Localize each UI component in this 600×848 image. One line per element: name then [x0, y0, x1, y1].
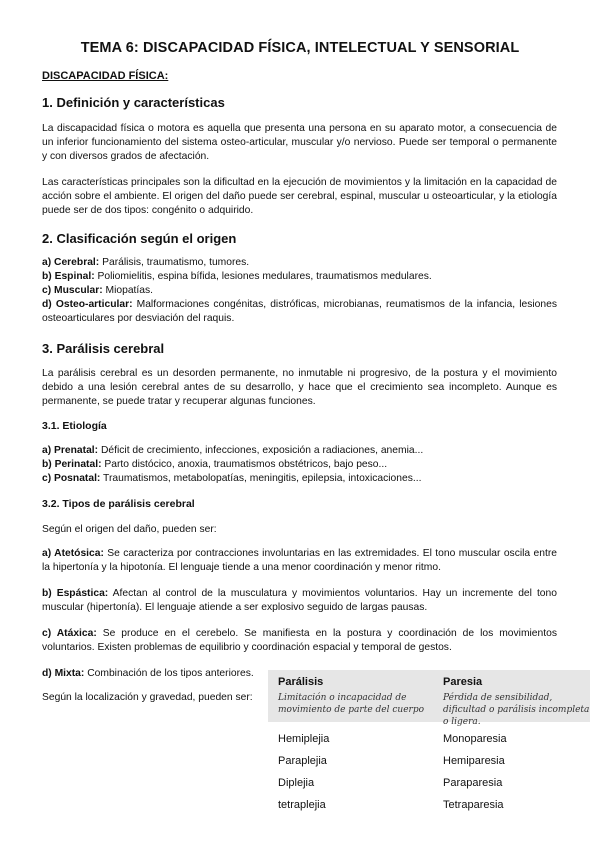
list-item	[42, 270, 557, 284]
table-cell: Hemiparesia	[443, 755, 505, 767]
heading-clasificacion: 2. Clasificación según el origen	[42, 231, 237, 246]
list-item	[42, 547, 557, 575]
item-label: b) Espástica:	[42, 588, 109, 599]
item-label: a) Cerebral:	[42, 257, 100, 268]
item-label: d) Osteo-articular:	[42, 299, 133, 310]
list-item	[42, 587, 557, 615]
paragraph-tipos-outro: Según la localización y gravedad, pueden ser:	[42, 692, 253, 703]
item-label: b) Espinal:	[42, 271, 95, 282]
table-desc-paralisis: Limitación o incapacidad de movimiento de parte del cuerpo	[278, 693, 424, 715]
item-text: Poliomielitis, espina bífida, lesiones medulares, traumatismos medulares.	[94, 271, 432, 282]
heading-definicion: 1. Definición y características	[42, 95, 225, 110]
paragraph-tipos-intro: Según el origen del daño, pueden ser:	[42, 524, 217, 535]
table-cell: tetraplejia	[278, 799, 326, 811]
item-text: Se produce en el cerebelo. Se manifiesta en la postura y coordinación de los movimientos voluntarios. Existen problemas de equilibrio y coordinación espacial y temporal de gestos.	[42, 628, 558, 654]
item-label: a) Prenatal:	[42, 445, 99, 456]
list-item	[42, 444, 557, 458]
item-label: c) Posnatal:	[42, 473, 101, 484]
table-cell: Paraparesia	[443, 777, 503, 789]
heading-tipos: 3.2. Tipos de parálisis cerebral	[42, 498, 195, 510]
item-label: c) Atáxica:	[42, 628, 97, 639]
list-item	[42, 667, 262, 681]
item-text: Malformaciones congénitas, distróficas, microbianas, reumatismos de la infancia, lesiones osteoarticulares por desviación del raquis.	[42, 299, 557, 325]
item-text: Parálisis, traumatismo, tumores.	[99, 257, 250, 268]
item-label: a) Atetósica:	[42, 548, 104, 559]
heading-etiologia: 3.1. Etiología	[42, 420, 107, 432]
item-text: Combinación de los tipos anteriores.	[84, 668, 254, 679]
item-label: d) Mixta:	[42, 668, 85, 679]
list-item	[42, 472, 557, 486]
paragraph-caracteristicas: Las características principales son la dificultad en la ejecución de movimientos y la limitación en la capacidad de acción sobre el ambiente. El origen del daño puede ser cerebral, espinal, muscular u osteoarticular, y la etiología puede ser de dos tipos: congénito o adquirido.	[42, 177, 557, 217]
page-title: TEMA 6: DISCAPACIDAD FÍSICA, INTELECTUAL Y SENSORIAL	[80, 40, 520, 56]
paragraph-paralisis: La parálisis cerebral es un desorden permanente, no inmutable ni progresivo, de la postura y el movimiento debido a una lesión cerebral antes de su desarrollo, y hace que el crecimiento sea incompleto. Aunque es permanente, se puede tratar y recuperar algunas funciones.	[42, 368, 557, 408]
item-text: Déficit de crecimiento, infecciones, exposición a radiaciones, anemia...	[98, 445, 424, 456]
list-item	[42, 284, 557, 298]
section-label: DISCAPACIDAD FÍSICA:	[42, 70, 169, 82]
table-cell: Tetraparesia	[443, 799, 504, 811]
item-text: Parto distócico, anoxia, traumatismos obstétricos, bajo peso...	[101, 459, 388, 470]
item-text: Afectan al control de la musculatura y movimientos voluntarios. Hay un incremente del tono muscular (hipertonía). El lenguaje atiende a ser explosivo seguido de largas pausas.	[42, 588, 557, 614]
list-item	[42, 627, 557, 655]
list-item	[42, 298, 557, 326]
item-text: Traumatismos, metabolopatías, meningitis, epilepsia, intoxicaciones...	[100, 473, 422, 484]
item-text: Se caracteriza por contracciones involuntarias en las extremidades. El tono muscular oscila entre la hipertonía y la hipotonía. El lenguaje tiende a una menor coordinación y menor ritmo.	[42, 548, 557, 574]
list-item	[42, 458, 557, 472]
item-label: b) Perinatal:	[42, 459, 102, 470]
item-text: Miopatías.	[102, 285, 154, 296]
paragraph-definicion: La discapacidad física o motora es aquella que presenta una persona en su aparato motor, a consecuencia de un inferior funcionamiento del sistema osteo-articular, muscular y/o nervioso. Puede ser temporal o permanente y con diversos grados de afectación.	[42, 123, 557, 163]
table-header-paresia: Paresia	[443, 676, 483, 688]
table-cell: Monoparesia	[443, 733, 507, 745]
table-desc-paresia: Pérdida de sensibilidad, dificultad o parálisis incompleta o ligera.	[443, 693, 590, 727]
table-cell: Diplejia	[278, 777, 315, 789]
table-cell: Hemiplejia	[278, 733, 330, 745]
list-item	[42, 256, 557, 270]
heading-paralisis-cerebral: 3. Parálisis cerebral	[42, 341, 165, 356]
table-header-paralisis: Parálisis	[278, 676, 324, 688]
item-label: c) Muscular:	[42, 285, 103, 296]
table-cell: Paraplejia	[278, 755, 327, 767]
